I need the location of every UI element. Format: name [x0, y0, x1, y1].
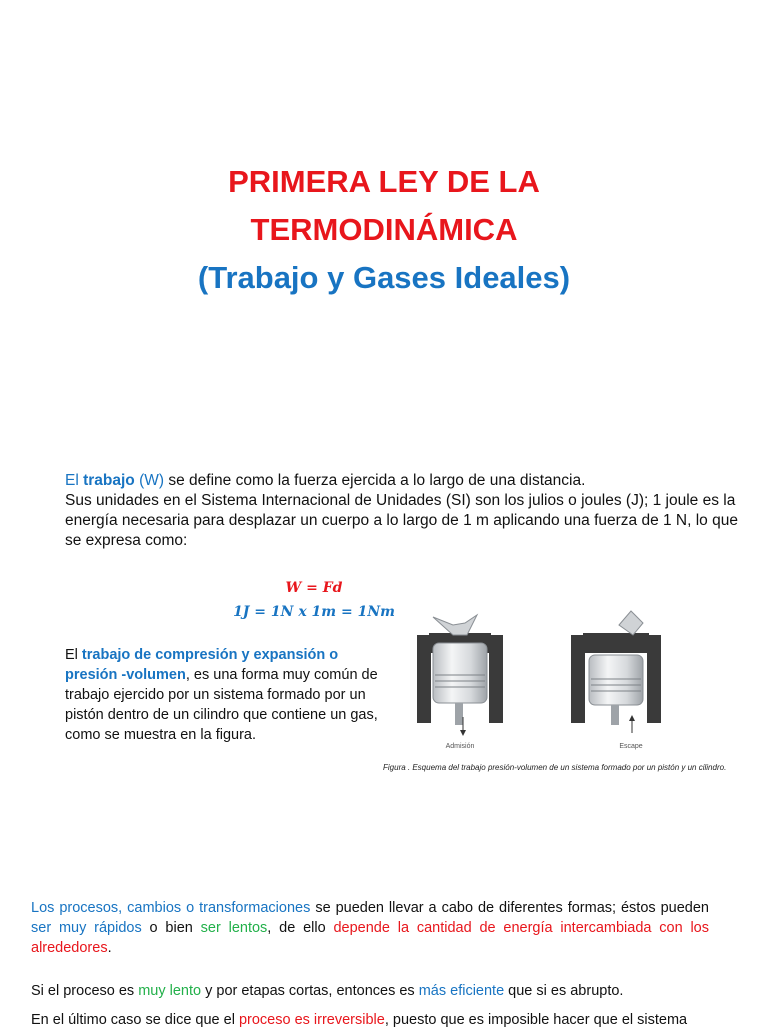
title-line-1: PRIMERA LEY DE LA	[228, 164, 540, 199]
processes-g: depende la cantidad de energía intercambiada con los alrededores	[31, 920, 709, 956]
irreversible-c: , puesto que es imposible hacer que el sistema	[384, 1012, 688, 1028]
processes-c: ser muy rápidos	[31, 920, 142, 936]
side-paragraph	[65, 645, 383, 745]
processes-h: .	[107, 940, 112, 956]
efficiency-b: muy lento	[138, 983, 202, 999]
efficiency-paragraph	[31, 981, 709, 1001]
processes-a: Los procesos, cambios o transformaciones	[31, 900, 311, 916]
efficiency-c: y por etapas cortas, entonces es	[201, 983, 419, 999]
equation-joule: 1J = 1N x 1m = 1Nm	[233, 604, 395, 620]
intro-line-2: Sus unidades en el Sistema Internacional de Unidades (SI) son los julios o joules (J); 1 joule es la energía necesaria para desplazar un cuerpo a lo largo de 1 m aplicando una fuerza de 1 N, lo que se expresa como:	[65, 492, 738, 549]
processes-e: ser lentos	[200, 920, 268, 936]
intro-rest-1: se define como la fuerza ejercida a lo largo de una distancia.	[164, 472, 586, 489]
processes-b: se pueden llevar a cabo de diferentes formas; éstos pueden	[310, 900, 709, 916]
intro-trabajo: trabajo	[83, 472, 135, 489]
efficiency-e: que si es abrupto.	[504, 983, 624, 999]
figure-caption: Figura . Esquema del trabajo presión-volumen de un sistema formado por un pistón y un cilindro.	[383, 763, 727, 772]
intro-paragraph	[65, 471, 745, 551]
intro-w: (W)	[134, 472, 165, 489]
side-rest: , es una forma muy común de trabajo ejercido por un sistema formado por un pistón dentro de un cilindro que contiene un gas, como se muestra en la figura.	[65, 667, 378, 743]
equation-work: W = Fd	[285, 580, 343, 596]
irreversible-paragraph	[31, 1010, 709, 1030]
cylinder-exhaust	[571, 611, 661, 750]
label-intake: Admisión	[445, 743, 475, 750]
irreversible-a: En el último caso se dice que el	[31, 1012, 239, 1028]
side-el: El	[65, 647, 82, 663]
cylinder-intake	[417, 615, 503, 750]
efficiency-d: más eficiente	[418, 983, 505, 999]
piston-figure	[405, 605, 675, 753]
processes-d: o bien	[141, 920, 201, 936]
processes-f: , de ello	[267, 920, 334, 936]
label-exhaust: Escape	[619, 743, 643, 750]
subtitle: (Trabajo y Gases Ideales)	[197, 260, 571, 295]
intro-el: El	[65, 472, 84, 489]
irreversible-b: proceso es irreversible	[238, 1012, 385, 1028]
title-line-2: TERMODINÁMICA	[250, 212, 518, 247]
efficiency-a: Si el proceso es	[31, 983, 139, 999]
side-highlight: trabajo de compresión y expansión o presión -volumen	[65, 647, 339, 683]
processes-paragraph	[31, 898, 709, 958]
